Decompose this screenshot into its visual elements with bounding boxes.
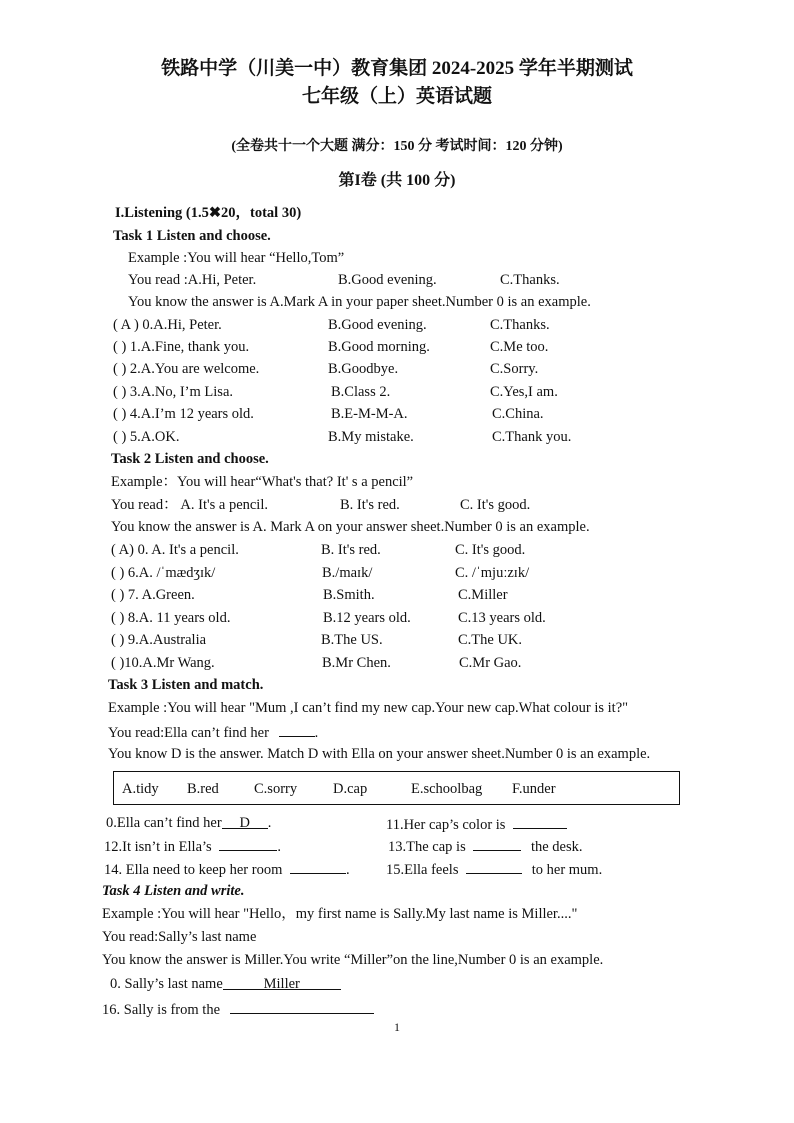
part-heading: 第I卷 (共 100 分) <box>338 172 456 189</box>
question-14: 14. Ella need to keep her room . <box>104 859 350 879</box>
option-c: C.The UK. <box>458 632 523 648</box>
question-row: ( ) 5.A.OK. <box>113 429 180 445</box>
question-text-after: the desk. <box>530 839 583 855</box>
option-c: C.Thanks. <box>490 317 550 333</box>
option-b: B.The US. <box>321 632 383 648</box>
option-c: C.13 years old. <box>458 610 546 626</box>
question-text: 11.Her cap’s color is <box>386 817 506 833</box>
option-b: B./maɪk/ <box>322 565 373 581</box>
question-11 <box>386 814 567 834</box>
question-row: ( ) 1.A.Fine, thank you. <box>113 339 250 355</box>
section-heading: I.Listening (1.5✖20，total 30) <box>115 205 302 221</box>
answer-blank[interactable]: D <box>222 814 268 829</box>
question-row: ( ) 4.A.I’m 12 years old. <box>113 406 254 422</box>
question-16 <box>102 999 374 1019</box>
option-b: B.12 years old. <box>323 610 411 626</box>
task4-know: You know the answer is Miller.You write “Miller”on the line,Number 0 is an example. <box>102 952 604 968</box>
question-text: 0.Ella can’t find her <box>106 815 222 831</box>
option-b: B.Class 2. <box>331 384 391 400</box>
option-schoolbag: E.schoolbag <box>411 781 483 797</box>
answer-blank[interactable] <box>466 859 522 874</box>
task4-read: You read:Sally’s last name <box>102 929 257 945</box>
option-b: B.E-M-M-A. <box>331 406 408 422</box>
answer-blank[interactable] <box>279 722 315 737</box>
task2-know: You know the answer is A. Mark A on your answer sheet.Number 0 is an example. <box>111 519 590 535</box>
exam-subtitle: 七年级（上）英语试题 <box>301 86 492 107</box>
answer-blank[interactable]: Miller <box>223 975 341 990</box>
option-c: C.Thank you. <box>492 429 572 445</box>
question-text: 16. Sally is from the <box>102 1002 221 1018</box>
question-text: 12.It isn’t in Ella’s <box>104 839 212 855</box>
option-c: C.Miller <box>458 587 508 603</box>
option-b: B.Mr Chen. <box>322 655 391 671</box>
question-row: ( ) 6.A. /ˈmædʒɪk/ <box>111 565 216 581</box>
task1-read-c: C.Thanks. <box>500 272 560 288</box>
option-sorry: C.sorry <box>254 781 298 797</box>
option-c: C.Yes,I am. <box>490 384 558 400</box>
question-row: ( ) 8.A. 11 years old. <box>111 610 231 626</box>
question-row: ( A) 0. A. It's a pencil. <box>111 542 239 558</box>
option-c: C.Me too. <box>490 339 549 355</box>
task2-example: Example：You will hear“What's that? It' s a pencil” <box>111 474 414 490</box>
question-row: ( ) 7. A.Green. <box>111 587 195 603</box>
task1-read-b: B.Good evening. <box>338 272 437 288</box>
answer-blank[interactable] <box>473 836 521 851</box>
task2-read: You read： A. It's a pencil. <box>111 497 268 513</box>
question-0 <box>110 975 341 993</box>
task4-heading: Task 4 Listen and write. <box>102 883 245 899</box>
option-b: B.My mistake. <box>328 429 414 445</box>
task3-read: You read:Ella can’t find her . <box>108 722 318 742</box>
option-c: C.China. <box>492 406 544 422</box>
option-b: B.Goodbye. <box>328 361 399 377</box>
option-cap: D.cap <box>333 781 368 797</box>
options-box <box>113 771 680 805</box>
question-row: ( ) 3.A.No, I’m Lisa. <box>113 384 234 400</box>
answer-blank[interactable] <box>513 814 567 829</box>
option-c: C. It's good. <box>455 542 526 558</box>
task2-heading: Task 2 Listen and choose. <box>111 451 269 467</box>
answer-blank[interactable] <box>230 999 374 1014</box>
exam-title: 铁路中学（川美一中）教育集团 2024-2025 学年半期测试 <box>161 58 633 79</box>
page-number: 1 <box>394 1020 400 1034</box>
option-under: F.under <box>512 781 556 797</box>
task1-know: You know the answer is A.Mark A in your paper sheet.Number 0 is an example. <box>128 294 591 310</box>
task3-heading: Task 3 Listen and match. <box>108 677 264 693</box>
question-row: ( A ) 0.A.Hi, Peter. <box>113 317 222 333</box>
option-tidy: A.tidy <box>122 781 159 797</box>
answer-blank[interactable] <box>219 836 277 851</box>
task2-read-b: B. It's red. <box>340 497 400 513</box>
task3-read-text: You read:Ella can’t find her <box>108 725 269 741</box>
option-b: B.Smith. <box>323 587 375 603</box>
question-12: 12.It isn’t in Ella’s . <box>104 836 281 856</box>
question-text-after: to her mum. <box>531 862 603 878</box>
task3-example: Example :You will hear "Mum ,I can’t find my new cap.Your new cap.What colour is it?" <box>108 700 629 716</box>
option-b: B.Good evening. <box>328 317 427 333</box>
question-row: ( )10.A.Mr Wang. <box>111 655 215 671</box>
question-row: ( ) 2.A.You are welcome. <box>113 361 260 377</box>
option-b: B.Good morning. <box>328 339 430 355</box>
question-text: 0. Sally’s last name <box>110 976 223 992</box>
exam-meta: (全卷共十一个大题 满分：150 分 考试时间：120 分钟) <box>231 139 563 154</box>
question-text: 14. Ella need to keep her room <box>104 862 283 878</box>
option-red: B.red <box>187 781 219 797</box>
question-row: ( ) 9.A.Australia <box>111 632 207 648</box>
task4-example: Example :You will hear "Hello，my first name is Sally.My last name is Miller...." <box>102 906 578 922</box>
task3-know: You know D is the answer. Match D with Ella on your answer sheet.Number 0 is an example. <box>108 746 651 762</box>
option-c: C.Sorry. <box>490 361 539 377</box>
task1-read: You read :A.Hi, Peter. <box>128 272 257 288</box>
question-text: 15.Ella feels <box>386 862 459 878</box>
option-b: B. It's red. <box>321 542 381 558</box>
question-15 <box>386 859 602 879</box>
task1-example: Example :You will hear “Hello,Tom” <box>128 250 345 266</box>
question-13 <box>388 836 583 856</box>
task1-heading: Task 1 Listen and choose. <box>113 228 271 244</box>
question-text: 13.The cap is <box>388 839 466 855</box>
question-0: 0.Ella can’t find her D . <box>106 815 272 831</box>
task2-read-c: C. It's good. <box>460 497 531 513</box>
option-c: C. /ˈmjuːzɪk/ <box>455 565 530 581</box>
answer-blank[interactable] <box>290 859 346 874</box>
option-c: C.Mr Gao. <box>459 655 522 671</box>
